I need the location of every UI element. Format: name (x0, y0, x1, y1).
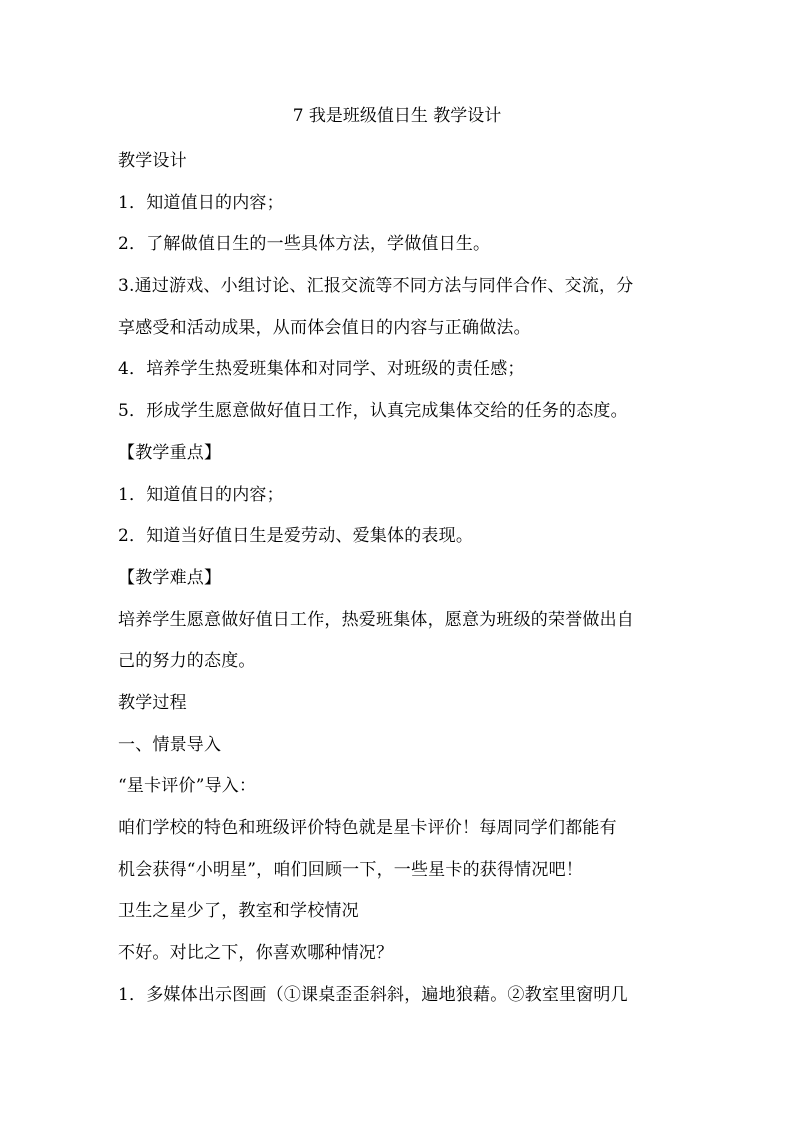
objective-item-3: 3.通过游戏、小组讨论、汇报交流等不同方法与同伴合作、交流，分 (118, 276, 634, 297)
difficulty-paragraph-continued: 己的努力的态度。 (118, 651, 256, 672)
section-heading-teaching-design: 教学设计 (118, 151, 187, 171)
subsection-heading-intro: 一、情景导入 (118, 734, 222, 755)
key-point-item-1: 1．知道值日的内容； (118, 484, 284, 505)
section-heading-process: 教学过程 (118, 692, 187, 713)
body-paragraph-hygiene: 卫生之星少了，教室和学校情况 (118, 901, 359, 922)
body-paragraph-question: 不好。对比之下，你喜欢哪种情况？ (118, 943, 394, 964)
star-card-intro: “星卡评价”导入： (118, 776, 257, 797)
difficulty-paragraph: 培养学生愿意做好值日工作，热爱班集体，愿意为班级的荣誉做出自 (118, 609, 634, 630)
objective-item-3-continued: 享感受和活动成果，从而体会值日的内容与正确做法。 (118, 317, 531, 338)
document-body (118, 146, 686, 1021)
process-item-1: 1．多媒体出示图画（①课桌歪歪斜斜，遍地狼藉。②教室里窗明几 (118, 984, 628, 1005)
body-paragraph-continued: 机会获得“小明星”，咱们回顾一下，一些星卡的获得情况吧！ (118, 859, 583, 880)
section-heading-difficulties: 【教学难点】 (118, 567, 222, 588)
section-heading-key-points: 【教学重点】 (118, 442, 222, 463)
objective-item-1: 1．知道值日的内容； (118, 192, 284, 213)
document-title: 7 我是班级值日生 教学设计 (292, 106, 502, 126)
body-paragraph: 咱们学校的特色和班级评价特色就是星卡评价！每周同学们都能有 (118, 818, 617, 838)
key-point-item-2: 2．知道当好值日生是爱劳动、爱集体的表现。 (118, 526, 474, 547)
objective-item-5: 5．形成学生愿意做好值日工作，认真完成集体交给的任务的态度。 (118, 401, 628, 422)
objective-item-2: 2．了解做值日生的一些具体方法，学做值日生。 (118, 234, 491, 255)
objective-item-4: 4．培养学生热爱班集体和对同学、对班级的责任感； (118, 359, 525, 380)
